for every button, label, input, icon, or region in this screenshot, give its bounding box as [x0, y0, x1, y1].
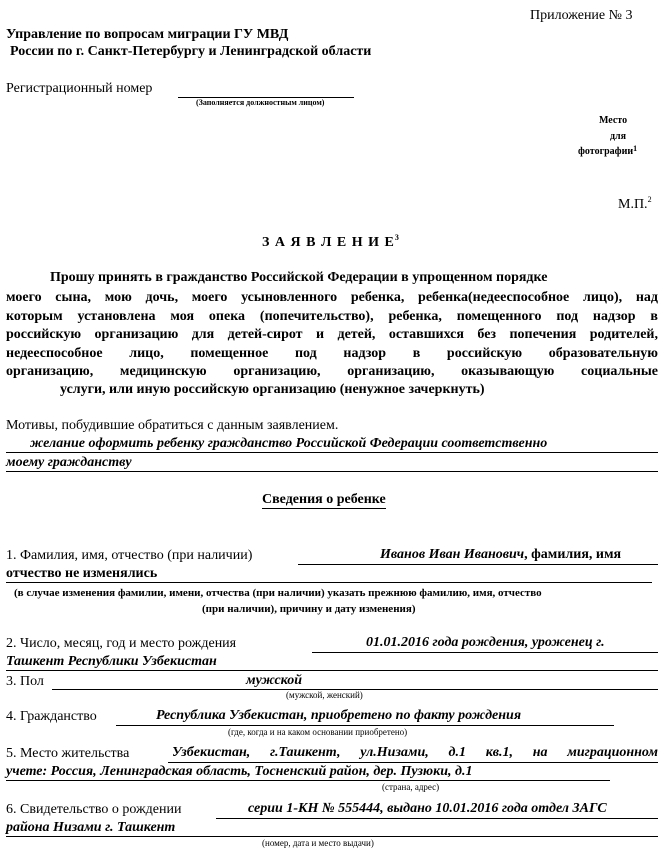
name-value-tail: , фамилия, имя — [524, 547, 622, 562]
request-line-1: Прошу принять в гражданство Российской Федерации в упрощенном порядке — [50, 270, 548, 285]
header-line-1: Управление по вопросам миграции ГУ МВД — [6, 27, 289, 42]
sex-note: (мужской, женский) — [286, 690, 363, 700]
title-text: З А Я В Л Е Н И Е — [262, 235, 395, 250]
certificate-value-1: серии 1-КН № 555444, выдано 10.01.2016 года отдел ЗАГС — [248, 801, 607, 816]
certificate-label: 6. Свидетельство о рождении — [6, 802, 182, 817]
certificate-value-2: района Низами г. Ташкент — [6, 820, 176, 835]
residence-value-1: Узбекистан, г.Ташкент, ул.Низами, д.1 кв.1, на миграционном — [172, 745, 658, 760]
stamp-mark — [618, 197, 652, 213]
residence-line-2-rule[interactable] — [6, 780, 610, 781]
stamp-label: М.П. — [618, 197, 648, 212]
birth-line-1-rule[interactable] — [312, 652, 658, 653]
residence-label: 5. Место жительства — [6, 746, 130, 761]
motives-line-2-rule[interactable] — [6, 471, 658, 472]
motives-label: Мотивы, побудившие обратиться с данным заявлением. — [6, 418, 339, 433]
photo-line-2: для — [610, 131, 627, 142]
name-value — [380, 547, 621, 563]
residence-note: (страна, адрес) — [382, 782, 440, 792]
certificate-line-1-rule[interactable] — [216, 818, 658, 819]
photo-footnote: 1 — [633, 144, 638, 153]
residence-line-1-rule[interactable] — [168, 762, 658, 763]
name-value-1: Иванов Иван Иванович — [380, 547, 525, 562]
request-line-7: услуги, или иную российскую организацию (ненужное зачеркнуть) — [60, 382, 485, 397]
request-line-5: недееспособное лицо, помещенное под надзор в российскую образовательную — [6, 346, 658, 361]
birth-value-2: Ташкент Республики Узбекистан — [6, 654, 217, 669]
name-note-2: (при наличии), причину и дату изменения) — [202, 603, 416, 615]
stamp-footnote: 2 — [647, 195, 652, 204]
request-line-3: которым установлена моя опека (попечительство), ребенка, помещенного под надзор в — [6, 309, 658, 324]
appendix-label: Приложение № 3 — [530, 8, 633, 23]
citizenship-value: Республика Узбекистан, приобретено по факту рождения — [156, 708, 522, 723]
birth-label: 2. Число, месяц, год и место рождения — [6, 636, 237, 651]
name-label: 1. Фамилия, имя, отчество (при наличии) — [6, 548, 253, 563]
registration-label: Регистрационный номер — [6, 81, 153, 96]
registration-note: (Заполняется должностным лицом) — [196, 98, 325, 107]
motives-value-1: желание оформить ребенку гражданство Российской Федерации соответственно — [30, 436, 548, 451]
citizenship-note: (где, когда и на каком основании приобретено) — [228, 727, 408, 737]
motives-line-1-rule[interactable] — [6, 452, 658, 453]
document-title — [262, 235, 400, 251]
sex-label: 3. Пол — [6, 674, 44, 689]
motives-value-2: моему гражданству — [6, 455, 132, 470]
certificate-line-2-rule[interactable] — [6, 836, 658, 837]
residence-value-2: учете: Россия, Ленинградская область, Тосненский район, дер. Пузюки, д.1 — [6, 764, 473, 779]
birth-value-1: 01.01.2016 года рождения, уроженец г. — [366, 635, 605, 650]
header-line-2: России по г. Санкт-Петербургу и Ленинградской области — [10, 44, 372, 59]
name-value-2: отчество не изменялись — [6, 566, 158, 581]
section-title: Сведения о ребенке — [262, 492, 386, 507]
request-line-4: российскую организацию для детей-сирот и детей, оставшихся без попечения родителей, — [6, 327, 658, 342]
photo-placeholder — [578, 146, 637, 157]
photo-line-3: фотографии — [578, 146, 634, 157]
birth-line-2-rule[interactable] — [6, 670, 658, 671]
name-line-1-rule[interactable] — [298, 564, 658, 565]
citizenship-line-rule[interactable] — [116, 725, 614, 726]
request-line-2: моего сына, мою дочь, моего усыновленного ребенка, ребенка(недееспособное лицо), над — [6, 290, 658, 305]
name-line-2-rule[interactable] — [6, 582, 652, 583]
certificate-note: (номер, дата и место выдачи) — [262, 838, 374, 848]
name-note-1: (в случае изменения фамилии, имени, отчества (при наличии) указать прежнюю фамилию, имя, отчество — [14, 587, 542, 599]
sex-value: мужской — [246, 673, 302, 688]
title-footnote: 3 — [394, 233, 400, 242]
citizenship-label: 4. Гражданство — [6, 709, 97, 724]
request-line-6: организацию, медицинскую организацию, организацию, оказывающую социальные — [6, 364, 658, 379]
photo-line-1: Место — [599, 115, 628, 126]
